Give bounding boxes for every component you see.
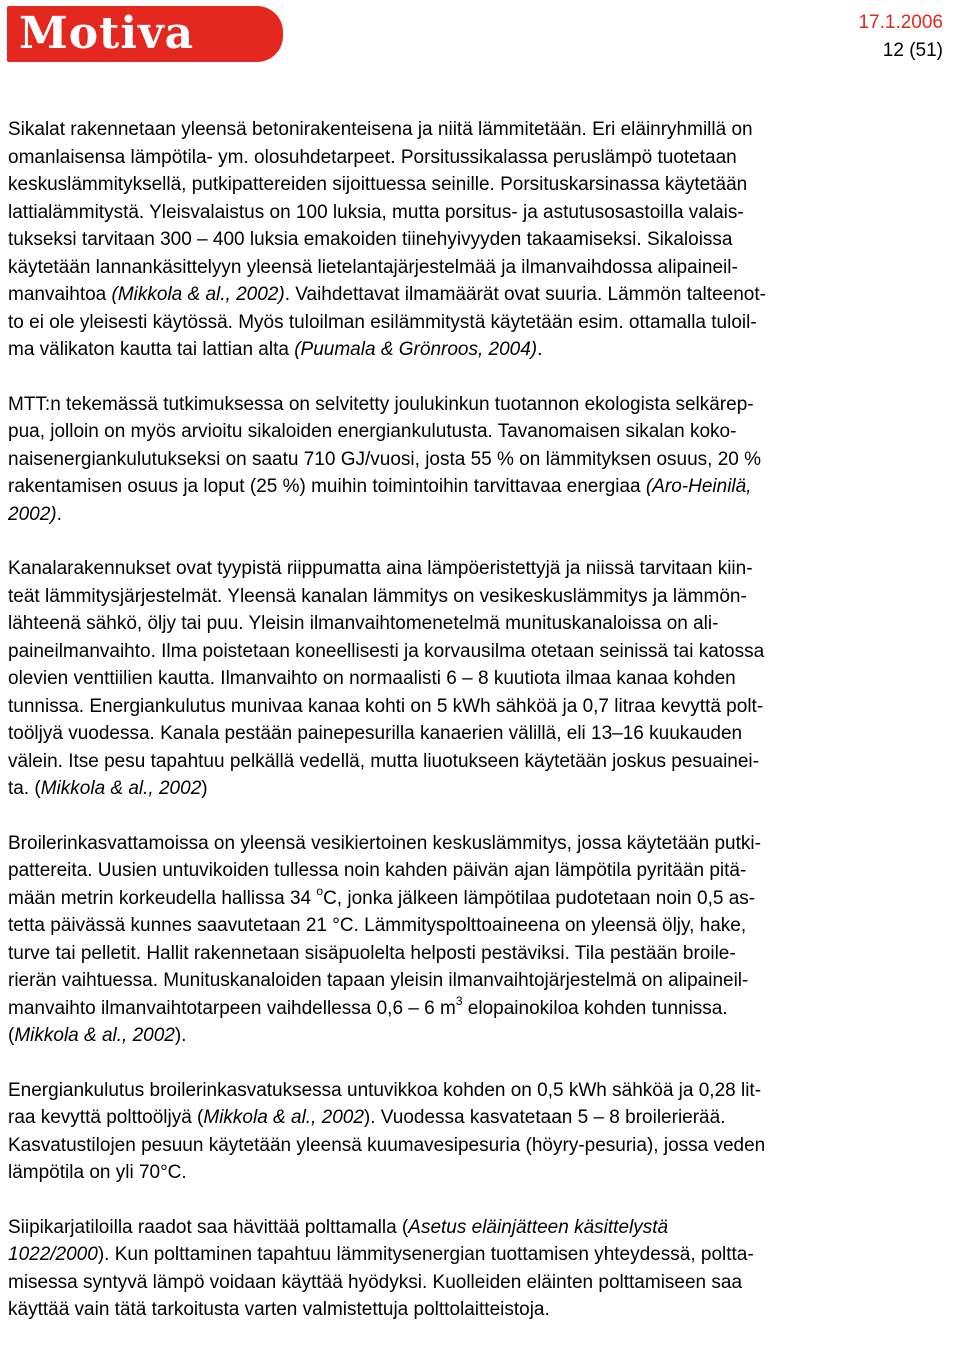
text-span: rakentamisen osuus ja loput (25 %) muihin toimintoihin tarvittavaa energiaa xyxy=(8,476,646,497)
text-line: Sikalat rakennetaan yleensä betonirakenteisena ja niitä lämmitetään. Eri eläinryhmillä on xyxy=(8,119,753,140)
text-line: lämpötila on yli 70°C. xyxy=(8,1162,187,1183)
text-span: elopainokiloa kohden tunnissa. xyxy=(462,997,728,1019)
text-line xyxy=(8,1104,952,1132)
text-line: käytetään lannankäsittelyyn yleensä lietelantajärjestelmää ja ilmanvaihdossa alipaineil- xyxy=(8,256,738,278)
logo-text: Motiva xyxy=(19,8,195,59)
text-line xyxy=(8,1241,952,1269)
text-span: manvaihto ilmanvaihtotarpeen vaihdellessa 0,6 – 6 m xyxy=(8,997,456,1019)
paragraph-mtt-study xyxy=(8,391,952,529)
text-span: raa kevyttä polttoöljyä ( xyxy=(8,1107,204,1128)
text-line xyxy=(8,1022,952,1050)
text-line xyxy=(8,775,952,803)
citation: 2002) xyxy=(8,503,57,525)
citation: (Mikkola & al., 2002) xyxy=(111,284,285,305)
text-line xyxy=(8,473,952,501)
citation: Asetus eläinjätteen käsittelystä xyxy=(408,1216,669,1238)
text-line xyxy=(8,1214,952,1242)
motiva-logo xyxy=(7,6,283,62)
text-span: ( xyxy=(8,1025,15,1046)
text-span: . xyxy=(56,503,62,525)
text-line: MTT:n tekemässä tutkimuksessa on selvitetty joulukinkun tuotannon ekologista selkärep- xyxy=(8,393,754,415)
text-span: ta. ( xyxy=(8,778,41,799)
text-line: pua, jolloin on myös arvioitu sikaloiden energiankulutusta. Tavanomaisen sikalan koko- xyxy=(8,421,737,442)
text-span: Siipikarjatiloilla raadot saa hävittää polttamalla ( xyxy=(8,1216,409,1238)
text-line: turve tai pelletit. Hallit rakennetaan sisäpuolelta helposti pestäviksi. Tila pestään broile- xyxy=(8,942,736,964)
citation: 1022/2000 xyxy=(8,1244,98,1265)
text-span: ). Vuodessa kasvatetaan 5 – 8 broilerierää. xyxy=(363,1107,726,1128)
text-line: lattialämmitystä. Yleisvalaistus on 100 luksia, mutta porsitus- ja astutusosastoilla valais- xyxy=(8,201,744,223)
document-body xyxy=(8,116,952,1351)
text-line: rierän vaihtuessa. Munituskanaloiden tapaan yleisin ilmanvaihtojärjestelmä on alipaineil- xyxy=(8,970,749,991)
citation: (Aro-Heinilä, xyxy=(645,476,752,497)
text-span: . xyxy=(537,339,543,360)
text-line xyxy=(8,501,952,529)
text-line: Energiankulutus broilerinkasvatuksessa untuvikkoa kohden on 0,5 kWh sähköä ja 0,28 lit- xyxy=(8,1079,762,1101)
text-span: mään metrin korkeudella hallissa 34 xyxy=(8,887,317,909)
text-line: Kasvatustilojen pesuun käytetään yleensä kuumavesipesuria (höyry-pesuria), jossa veden xyxy=(8,1134,766,1156)
header-meta xyxy=(858,9,943,65)
paragraph-carcass-disposal xyxy=(8,1214,952,1324)
text-line: tukseksi tarvitaan 300 – 400 luksia emakoiden tiinehyivyyden takaamiseksi. Sikaloissa xyxy=(8,229,733,250)
text-span: ) xyxy=(201,778,208,799)
citation: (Puumala & Grönroos, 2004) xyxy=(294,339,538,360)
text-line: käyttää vain tätä tarkoitusta varten valmistettuja polttolaitteistoja. xyxy=(8,1299,550,1320)
text-span: ma välikaton kautta tai lattian alta xyxy=(8,339,295,360)
text-line xyxy=(8,336,952,364)
text-line: olevien venttiilien kautta. Ilmanvaihto on normaalisti 6 – 8 kuutiota ilmaa kanaa kohden xyxy=(8,668,736,689)
text-span: manvaihtoa xyxy=(8,284,112,305)
text-line xyxy=(8,885,952,913)
citation: Mikkola & al., 2002 xyxy=(14,1025,175,1046)
text-line xyxy=(8,281,952,309)
citation: Mikkola & al., 2002 xyxy=(203,1107,364,1128)
text-line: paineilmanvaihto. Ilma poistetaan koneellisesti ja korvausilma otetaan seinissä tai katossa xyxy=(8,640,765,662)
paragraph-broiler-energy xyxy=(8,1077,952,1187)
text-line: toöljyä vuodessa. Kanala pestään painepesurilla kanaerien välillä, eli 13–16 kuukauden xyxy=(8,723,743,744)
text-span: ). xyxy=(174,1025,187,1046)
text-line: tetta päivässä kunnes saavutetaan 21 °C. Lämmityspolttoaineena on yleensä öljy, hake, xyxy=(8,915,747,936)
text-line: naisenergiankulutukseksi on saatu 710 GJ/vuosi, josta 55 % on lämmityksen osuus, 20 % xyxy=(8,448,762,470)
text-span: C, jonka jälkeen lämpötilaa pudotetaan noin 0,5 as- xyxy=(323,887,756,909)
page-number: 12 (51) xyxy=(882,40,943,61)
text-line: teät lämmitysjärjestelmät. Yleensä kanalan lämmitys on vesikeskuslämmitys ja lämmön- xyxy=(8,585,747,607)
paragraph-pig-farms xyxy=(8,116,952,364)
text-line: pattereita. Uusien untuvikoiden tullessa noin kahden päivän ajan lämpötila pyritään pitä- xyxy=(8,860,747,881)
text-span: . Vaihdettavat ilmamäärät ovat suuria. Lämmön talteenot- xyxy=(284,284,766,305)
degree-superscript: o xyxy=(316,884,324,899)
text-line: Kanalarakennukset ovat tyypistä riippumatta aina lämpöeristettyjä ja niissä tarvitaan kiin- xyxy=(8,558,753,579)
document-date: 17.1.2006 xyxy=(858,12,943,33)
text-line: tunnissa. Energiankulutus munivaa kanaa kohti on 5 kWh sähköä ja 0,7 litraa kevyttä polt- xyxy=(8,695,764,717)
text-line: Broilerinkasvattamoissa on yleensä vesikiertoinen keskuslämmitys, jossa käytetään putki- xyxy=(8,832,761,854)
text-line xyxy=(8,995,952,1023)
text-line: välein. Itse pesu tapahtuu pelkällä vedellä, mutta liuotukseen käytetään joskus pesuainei- xyxy=(8,750,759,772)
text-line: misessa syntyvä lämpö voidaan käyttää hyödyksi. Kuolleiden eläinten polttamiseen saa xyxy=(8,1271,743,1293)
text-line: to ei ole yleisesti käytössä. Myös tuloilman esilämmitystä käytetään esim. ottamalla tuloil- xyxy=(8,311,757,333)
paragraph-broiler-farms xyxy=(8,830,952,1050)
paragraph-poultry-houses xyxy=(8,555,952,803)
citation: Mikkola & al., 2002 xyxy=(40,778,202,799)
cubic-superscript: 3 xyxy=(455,994,463,1009)
text-span: ). Kun polttaminen tapahtuu lämmitysenergian tuottamisen yhteydessä, poltta- xyxy=(97,1244,754,1265)
text-line: keskuslämmityksellä, putkipattereiden sijoittuessa seinille. Porsituskarsinassa käytetään xyxy=(8,174,748,195)
text-line: omanlaisensa lämpötila- ym. olosuhdetarpeet. Porsitussikalassa peruslämpö tuotetaan xyxy=(8,146,737,168)
text-line: lähteenä sähkö, öljy tai puu. Yleisin ilmanvaihtomenetelmä munituskanaloissa on ali- xyxy=(8,613,719,634)
